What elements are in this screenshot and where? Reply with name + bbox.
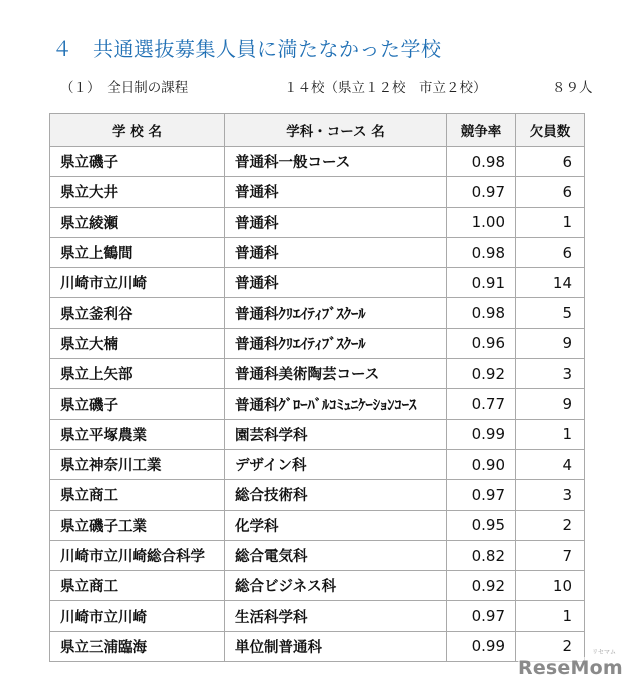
- header-ratio: 競争率: [447, 114, 516, 147]
- table-header-row: [50, 114, 585, 147]
- school-cell: 県立綾瀬: [50, 207, 225, 237]
- page-title: ４ 共通選抜募集人員に満たなかった学校: [52, 37, 442, 61]
- vacancy-cell: 6: [516, 237, 585, 267]
- ratio-cell: 1.00: [447, 207, 516, 237]
- course-cell: 生活科学科: [225, 601, 447, 631]
- vacancy-cell: 10: [516, 571, 585, 601]
- course-cell: 普通科ｸﾘｴｲﾃｨﾌﾞｽｸｰﾙ: [225, 328, 447, 358]
- vacancy-cell: 2: [516, 510, 585, 540]
- table-row: [50, 449, 585, 479]
- table-row: [50, 298, 585, 328]
- total-vacancy: ８９人: [552, 80, 593, 96]
- course-cell: 普通科: [225, 237, 447, 267]
- table-row: [50, 359, 585, 389]
- course-cell: 普通科一般コース: [225, 147, 447, 177]
- resemom-logo-ruby: リセマム: [592, 649, 616, 656]
- course-cell: 単位制普通科: [225, 631, 447, 661]
- ratio-cell: 0.98: [447, 147, 516, 177]
- ratio-cell: 0.82: [447, 540, 516, 570]
- school-cell: 県立磯子工業: [50, 510, 225, 540]
- course-cell: 化学科: [225, 510, 447, 540]
- school-cell: 県立磯子: [50, 147, 225, 177]
- vacancy-cell: 9: [516, 389, 585, 419]
- course-cell: デザイン科: [225, 449, 447, 479]
- header-vacancy: 欠員数: [516, 114, 585, 147]
- table-row: [50, 631, 585, 661]
- school-cell: 県立釜利谷: [50, 298, 225, 328]
- school-count: １４校（県立１２校 市立２校）: [284, 80, 487, 96]
- vacancy-cell: 1: [516, 601, 585, 631]
- school-cell: 川崎市立川崎: [50, 601, 225, 631]
- school-cell: 県立磯子: [50, 389, 225, 419]
- vacancy-cell: 6: [516, 147, 585, 177]
- ratio-cell: 0.97: [447, 177, 516, 207]
- vacancy-cell: 4: [516, 449, 585, 479]
- school-cell: 県立上矢部: [50, 359, 225, 389]
- course-cell: 総合ビジネス科: [225, 571, 447, 601]
- table-row: [50, 237, 585, 267]
- vacancy-cell: 14: [516, 268, 585, 298]
- table-row: [50, 571, 585, 601]
- header-course: 学科・コース 名: [225, 114, 447, 147]
- table-row: [50, 540, 585, 570]
- ratio-cell: 0.92: [447, 571, 516, 601]
- table-row: [50, 328, 585, 358]
- vacancy-cell: 7: [516, 540, 585, 570]
- ratio-cell: 0.77: [447, 389, 516, 419]
- ratio-cell: 0.99: [447, 419, 516, 449]
- ratio-cell: 0.95: [447, 510, 516, 540]
- schools-table: [49, 113, 585, 662]
- header-school: 学 校 名: [50, 114, 225, 147]
- ratio-cell: 0.98: [447, 237, 516, 267]
- course-cell: 園芸科学科: [225, 419, 447, 449]
- vacancy-cell: 1: [516, 207, 585, 237]
- school-cell: 川崎市立川崎総合科学: [50, 540, 225, 570]
- vacancy-cell: 6: [516, 177, 585, 207]
- ratio-cell: 0.90: [447, 449, 516, 479]
- school-cell: 県立商工: [50, 571, 225, 601]
- school-cell: 県立神奈川工業: [50, 449, 225, 479]
- school-cell: 川崎市立川崎: [50, 268, 225, 298]
- course-cell: 普通科: [225, 177, 447, 207]
- course-cell: 普通科: [225, 268, 447, 298]
- vacancy-cell: 1: [516, 419, 585, 449]
- table-row: [50, 510, 585, 540]
- table-row: [50, 480, 585, 510]
- table-body: [50, 147, 585, 662]
- school-cell: 県立商工: [50, 480, 225, 510]
- ratio-cell: 0.97: [447, 480, 516, 510]
- table-row: [50, 389, 585, 419]
- school-cell: 県立大井: [50, 177, 225, 207]
- course-cell: 普通科美術陶芸コース: [225, 359, 447, 389]
- vacancy-cell: 3: [516, 480, 585, 510]
- school-cell: 県立三浦臨海: [50, 631, 225, 661]
- table-row: [50, 268, 585, 298]
- ratio-cell: 0.96: [447, 328, 516, 358]
- table-row: [50, 601, 585, 631]
- school-cell: 県立大楠: [50, 328, 225, 358]
- ratio-cell: 0.98: [447, 298, 516, 328]
- section-label: （１） 全日制の課程: [60, 80, 189, 96]
- vacancy-cell: 5: [516, 298, 585, 328]
- table-row: [50, 147, 585, 177]
- course-cell: 総合電気科: [225, 540, 447, 570]
- school-cell: 県立上鶴間: [50, 237, 225, 267]
- vacancy-cell: 2: [516, 631, 585, 661]
- course-cell: 普通科ｸﾘｴｲﾃｨﾌﾞｽｸｰﾙ: [225, 298, 447, 328]
- table-row: [50, 207, 585, 237]
- vacancy-cell: 3: [516, 359, 585, 389]
- ratio-cell: 0.97: [447, 601, 516, 631]
- course-cell: 普通科ｸﾞﾛｰﾊﾞﾙｺﾐｭﾆｹｰｼｮﾝｺｰｽ: [225, 389, 447, 419]
- table-row: [50, 177, 585, 207]
- school-cell: 県立平塚農業: [50, 419, 225, 449]
- table-row: [50, 419, 585, 449]
- ratio-cell: 0.99: [447, 631, 516, 661]
- ratio-cell: 0.92: [447, 359, 516, 389]
- course-cell: 総合技術科: [225, 480, 447, 510]
- ratio-cell: 0.91: [447, 268, 516, 298]
- vacancy-cell: 9: [516, 328, 585, 358]
- course-cell: 普通科: [225, 207, 447, 237]
- resemom-logo: ReseMom: [518, 657, 623, 679]
